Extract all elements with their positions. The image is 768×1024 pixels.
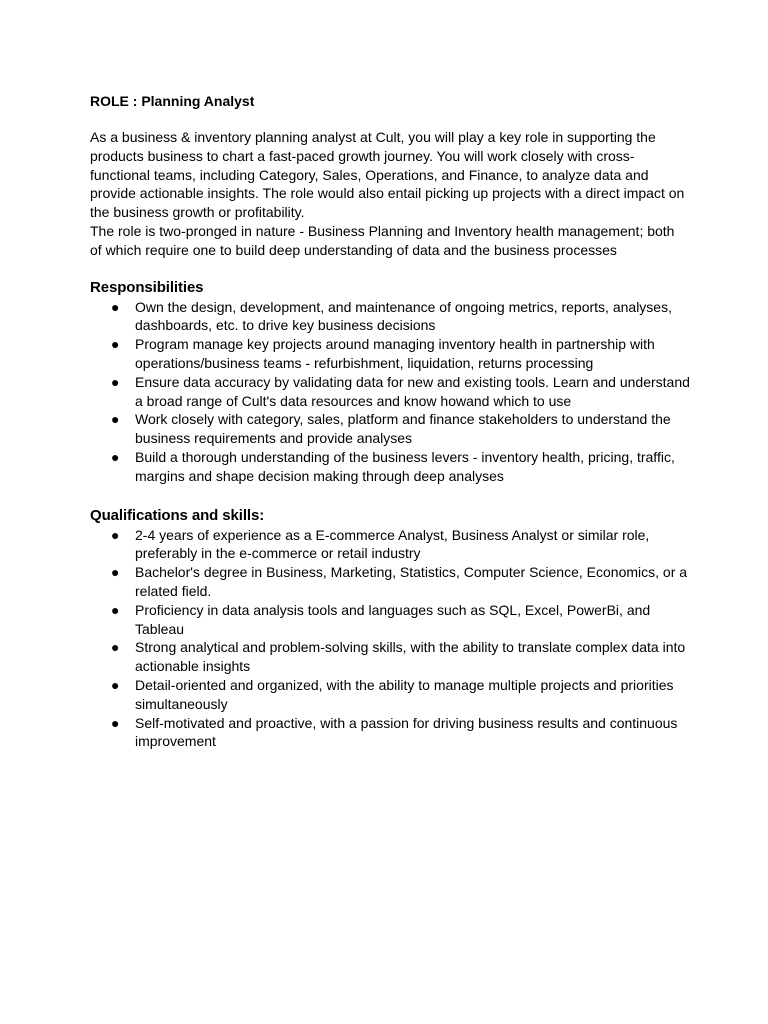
list-item-text: Strong analytical and problem-solving skills, with the ability to translate complex data into actionable insights: [135, 639, 686, 675]
list-item: [90, 601, 690, 639]
list-item: [90, 410, 690, 448]
intro-section: [90, 128, 690, 260]
list-item-text: Self-motivated and proactive, with a passion for driving business results and continuous improvement: [135, 714, 678, 750]
list-item: [90, 526, 690, 564]
bullet-icon: ●: [111, 336, 120, 353]
list-item-text: Bachelor's degree in Business, Marketing, Statistics, Computer Science, Economics, or a related field.: [135, 564, 688, 599]
bullet-icon: ●: [111, 298, 120, 315]
bullet-icon: ●: [111, 526, 120, 543]
list-item-text: Work closely with category, sales, platform and finance stakeholders to understand the business requirements and provide analyses: [135, 411, 671, 447]
intro-paragraph: As a business & inventory planning analyst at Cult, you will play a key role in supporting the products business to chart a fast-paced growth journey. You will work closely with cross-functional teams, including Category, Sales, Operations, and Finance, to analyze data and provide actionable insights. The role would also entail picking up projects with a direct impact on the business growth or profitability.: [90, 129, 685, 221]
document-page: [90, 92, 690, 751]
list-item: [90, 335, 690, 373]
list-item-text: Detail-oriented and organized, with the ability to manage multiple projects and priorities simultaneously: [135, 676, 674, 712]
bullet-icon: ●: [111, 639, 120, 656]
responsibilities-heading: Responsibilities: [90, 278, 204, 296]
list-item-text: Proficiency in data analysis tools and languages such as SQL, Excel, PowerBi, and Tableau: [135, 601, 651, 637]
list-item-text: Build a thorough understanding of the business levers - inventory health, pricing, traffic, margins and shape decision making through deep analyses: [135, 448, 675, 484]
list-item: [90, 714, 690, 752]
bullet-icon: ●: [111, 714, 120, 731]
list-item-text: Ensure data accuracy by validating data for new and existing tools. Learn and understand a broad range of Cult's data resources and know howand which to use: [135, 373, 690, 409]
list-item: [90, 563, 690, 601]
bullet-icon: ●: [111, 564, 120, 581]
list-item: [90, 676, 690, 714]
bullet-icon: ●: [111, 676, 120, 693]
list-item-text: Program manage key projects around managing inventory health in partnership with operations/business teams - refurbishment, liquidation, returns processing: [135, 336, 655, 371]
list-item: [90, 298, 690, 336]
list-item-text: 2-4 years of experience as a E-commerce Analyst, Business Analyst or similar role, preferably in the e-commerce or retail industry: [135, 526, 650, 562]
bullet-icon: ●: [111, 448, 120, 465]
qualifications-list: [90, 526, 690, 752]
list-item-text: Own the design, development, and maintenance of ongoing metrics, reports, analyses, dashboards, etc. to drive key business decisions: [135, 298, 672, 334]
list-item: [90, 373, 690, 411]
intro-paragraph: The role is two-pronged in nature - Business Planning and Inventory health management; both of which require one to build deep understanding of data and the business processes: [90, 222, 675, 258]
bullet-icon: ●: [111, 411, 120, 428]
bullet-icon: ●: [111, 373, 120, 390]
responsibilities-list: [90, 298, 690, 486]
role-title: ROLE : Planning Analyst: [90, 93, 255, 109]
qualifications-heading: Qualifications and skills:: [90, 506, 265, 524]
list-item: [90, 638, 690, 676]
bullet-icon: ●: [111, 601, 120, 618]
list-item: [90, 448, 690, 486]
